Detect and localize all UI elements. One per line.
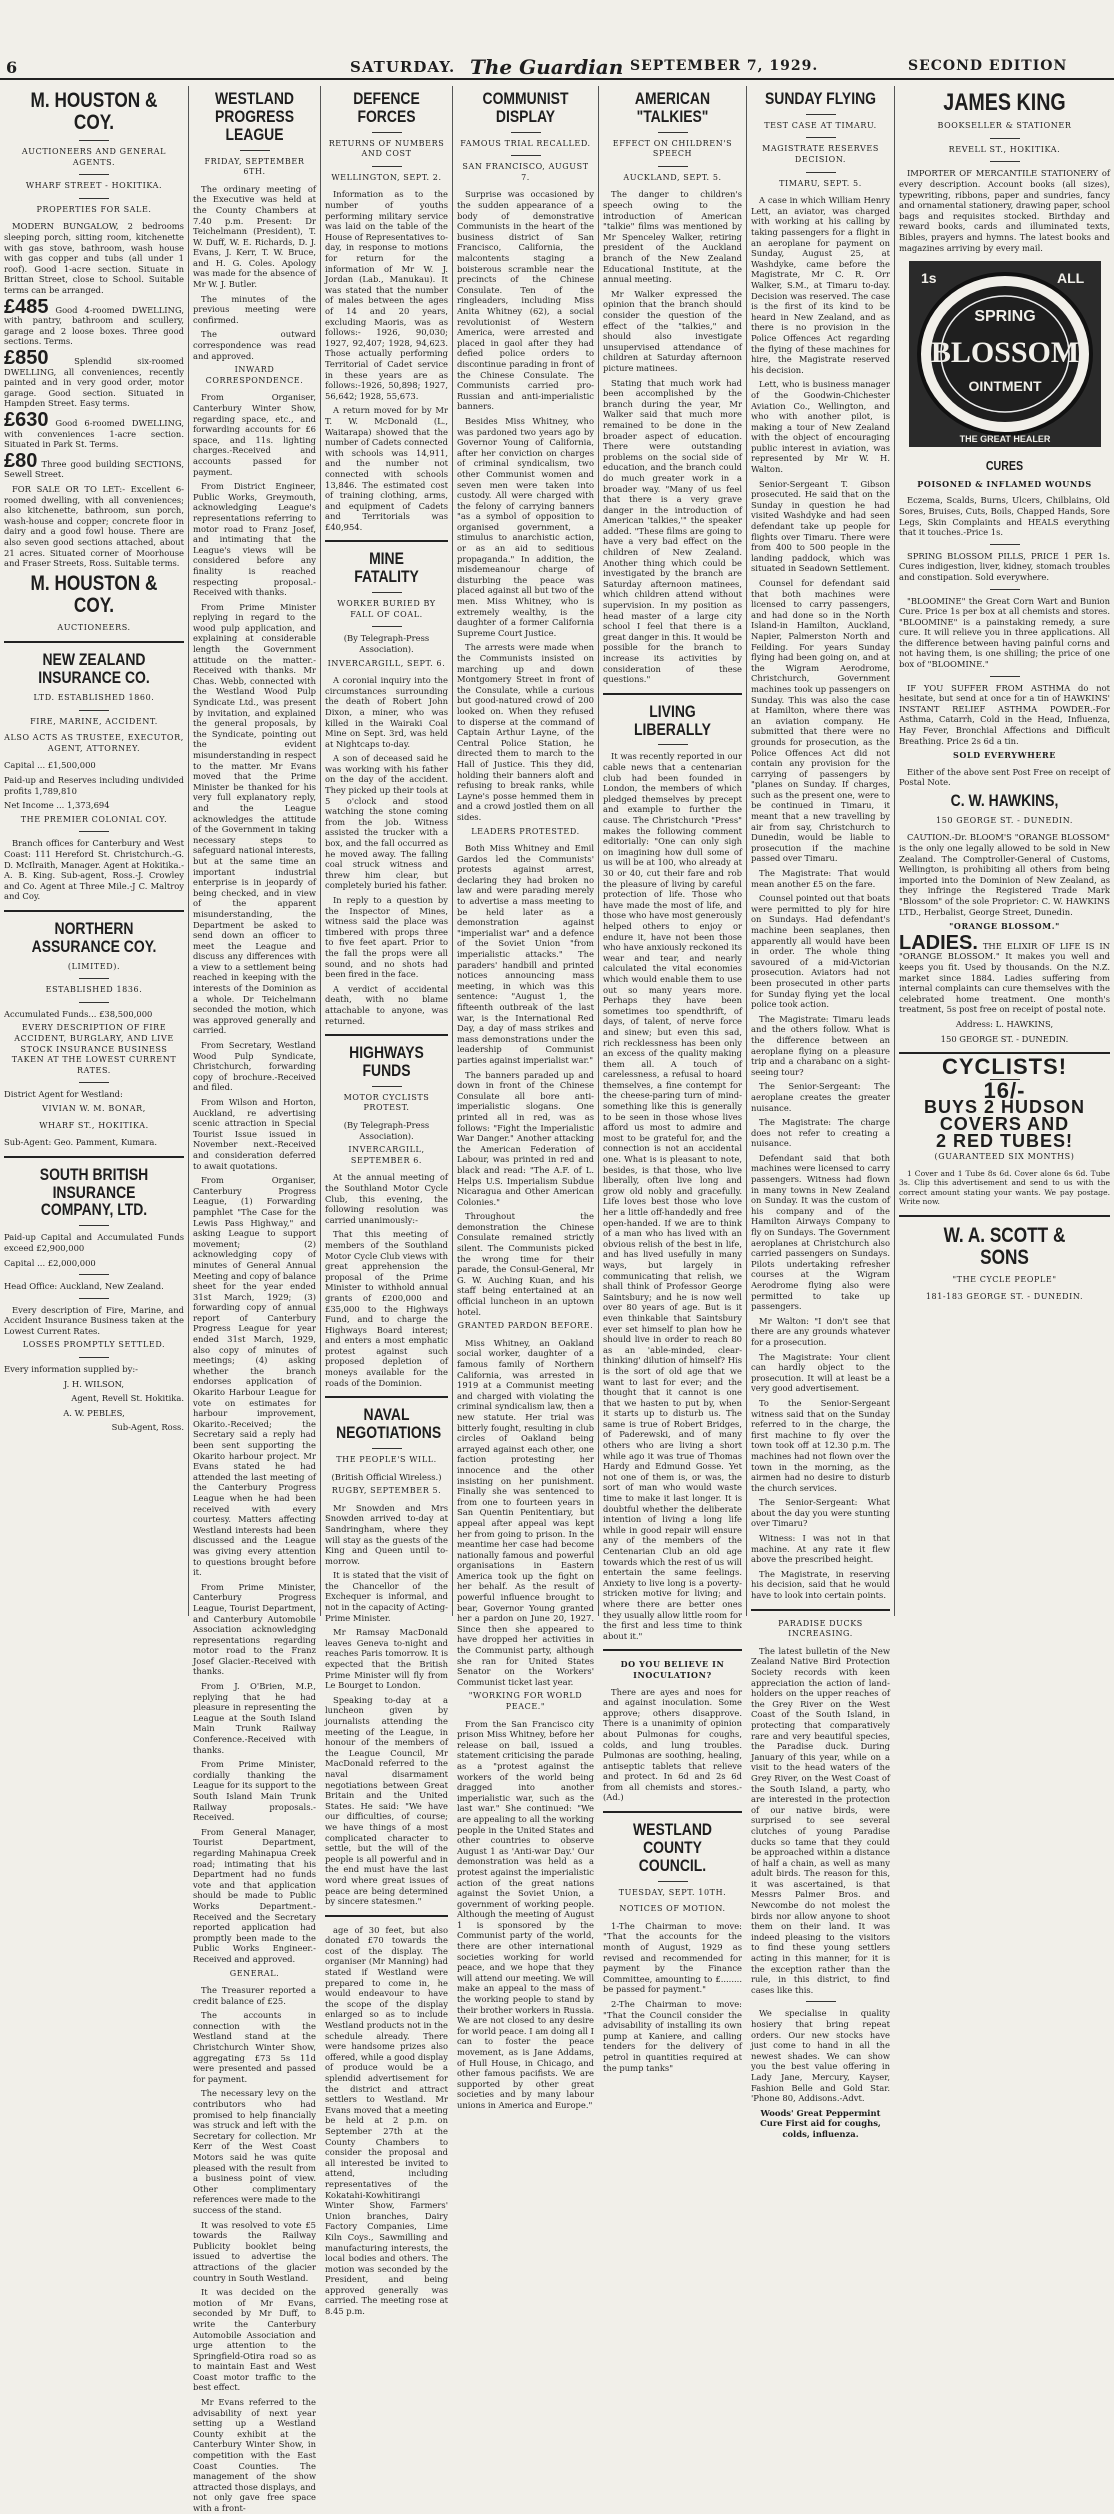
paragraph: It was decided on the motion of Mr Evans, seconded by Mr Duff, to write the Canterbury Automobile Association and urge attention to the Springfield-Otira road so as to maintain East and West Coast motor traffic to the best effect. bbox=[193, 2287, 316, 2393]
ad-body-pulmonas: There are ayes and noes for and against inoculation. Some approve; others disapprove. There is a unanimity of opinion about Pulmonas for coughs, colds, and lung troubles. Pulmonas are soothing, healing, antiseptic tablets that relieve and protect. In 6d and 2s 6d from all chemists and stores.-(Ad.) bbox=[603, 1686, 742, 1803]
subhead-2: MAGISTRATE RESERVES DECISION. bbox=[762, 144, 879, 165]
ad-subtitle-2: AUCTIONEERS. bbox=[57, 622, 131, 632]
paragraph: Counsel pointed out that boats were permitted to ply for hire on Sundays. Had defendant's machine been seaplanes, then apparently all would have been in order. The whole thing savoured of a mid-Victorian prosecution. Aviators had not been prosecuted in other parts for Sunday flying yet the local police took action. bbox=[751, 893, 890, 1010]
ad-cures-sub: POISONED & INFLAMED WOUNDS bbox=[917, 478, 1092, 489]
ad-body: CAUTION.-Dr. BLOOM'S "ORANGE BLOSSOM" is the only one legally allowed to be sold in New Zealand. The Comptroller-General of Customs, Wellington, is prohibiting all others from being imported into the Dominion of New Zealand, as they infringe the Registered Trade Mark "Blossom" of the sole Proprietor: C. W. HAWKINS LTD., Herbalist, George Street, Dunedin. bbox=[899, 832, 1110, 917]
ladies-head: LADIES. bbox=[899, 931, 978, 954]
ad-body: IF YOU SUFFER FROM ASTHMA do not hesitate, but send at once for a tin of HAWKINS' INSTANT RELIEF ASTHMA POWDER.-For Asthma, Catarrh, Cold in the Head, Influenza, Hay Fever, Bronchial Affections and Difficult Breathing. Price 2s 6d a tin. bbox=[899, 682, 1110, 746]
paragraph: From J. O'Brien, M.P., replying that he had pleasure in representing the League at the South Island Main Trunk Railway Conference.-Received with thanks. bbox=[193, 1681, 316, 1755]
subhead: RETURNS OF NUMBERS AND COST bbox=[328, 138, 445, 159]
paragraph: Information as to the number of youths performing military service was laid on the table of the House of Representatives to-day, in response to motions for return for the information of Mr W. J. Jordan (Lab., Manukau). It was stated that the number of males between the ages of 14 and 20 years, excluding Maoris, was as follows:- 1926, 90,030; 1927, 92,407; 1928, 94,623. Those actually performing Territorial of Cadet service in these years are as follows:-1926, 50,898; 1927, 56,642; 1928, 55,673. bbox=[325, 189, 448, 401]
subhead: WORKER BURIED BY FALL OF COAL. bbox=[337, 599, 436, 619]
paragraph: The banners paraded up and down in front of the Chinese Consulate all bore anti-imperialistic slogans. One printed all in red, was as follows: "Fight the Imperialistic War Danger." Another attacking the American Federation of Labour, was printed in red and black and read: "The A.F. of L. Helps U.S. Imperialism Subdue Nicaragua and Other American Colonies." bbox=[457, 1069, 594, 1207]
subhead: NOTICES OF MOTION. bbox=[619, 1904, 726, 1914]
seal-corner-right: ALL bbox=[1057, 270, 1085, 287]
nac-funds: Accumulated Funds... £38,500,000 bbox=[4, 1008, 153, 1019]
article-title-living: LIVING LIBERALLY bbox=[634, 701, 711, 739]
paragraph: It is stated that the visit of the Chancellor of the Exchequer is informal, and not in the capacity of Acting-Prime Minister. bbox=[325, 1570, 448, 1623]
sbi-head: Head Office: Auckland, New Zealand. bbox=[4, 1281, 164, 1292]
column-talkies bbox=[598, 86, 746, 2073]
article-title-naval: NAVAL NEGOTIATIONS bbox=[336, 1405, 442, 1443]
ad-title-james-king: JAMES KING bbox=[943, 89, 1066, 116]
sbi-capital: Capital ... £2,000,000 bbox=[4, 1257, 96, 1268]
paragraph: It was recently reported in our cable news that a centenarian club had been founded in London, the members of which pledged themselves by precept and example to further the cause. The Christchurch "Press" makes the following comment editorially: "One can only sigh on imagining how dull some of us will be at 100, who already at 30 or 40, cut their fare and rob the pleasure of living by careful protection of life. Those who have made the most of life, and those who have most generously helped others to enjoy or endure it, have not been those who have anxiously reckoned its wear and tear, and nearly calculated the vital economies which would enable them to use out so many years more. Perhaps they have been sometimes too spendthrift, of days, of talent, of nerve force and sinew; but even this sad, rich recklessness has been only an excess of the quality making them all. A touch of carelessness, a refusal to hoard themselves, a fine contempt for the cheese-paring turn of mind-something like this is generally to be seen in those whose lives afford us most to admire and most to be grateful for, and the connection is not an accidental one. What is is pleasant to note, besides, is that those, who live liberally, often live long and grow old nobly and gracefully. Life loves best those who love her a little off-handedly and free open-handed. If we are to think of a man who has lived with an obvious relish of the best in life, and has lived usefully in many ways, but largely in communicating that relish, we shall think of Professor George Saintsbury; and he is now well over 80 years of age. But is it even thinkable that Saintsbury ever set himself to plan how he should live in order to reach 80 as an 'able-minded, clear-thinking' dilution of himself? His is the sort of old age that we want to last for ever; and the thought that it cannot is one that we hasten to put by, when it starts up to disturb us. The same is true of Robert Bridges, of Paderewski, and of many others who are living a short while ago it was true of Thomas Hardy and Edmund Gosse. Yet not one of them is, or was, the sort of man who would waste time to make it last longer. It is doubtful whether the deliberate intention of living a long life while in good repair will ensure any of the members of the Centenarian Club an old age towards which the rest of us will entertain the same feelings. Anxiety to live long is a poverty-stricken motive for living; and where there are better ones they usually allow little room for the first and less time to think about it." bbox=[603, 751, 742, 1641]
nzi-paid: Paid-up and Reserves including undivided profits 1,789,810 bbox=[4, 775, 184, 796]
nac-ltd: (LIMITED). bbox=[67, 961, 121, 971]
paragraph: That this meeting of members of the Southland Motor Cycle Club views with great apprehension the proposal of the Prime Minister to withhold annual grants of £200,000 and £35,000 to the Highways Fund, and to charge the Highways Board interest; and enters a most emphatic protest against such proposed depletion of moneys available for the roads of the Dominion. bbox=[325, 1229, 448, 1388]
price-630: £630 bbox=[4, 408, 49, 431]
dateline: WELLINGTON, SEPT. 2. bbox=[331, 172, 442, 182]
subhead: THE PEOPLE'S WILL. bbox=[336, 1454, 437, 1464]
ad-head-inoculation: DO YOU BELIEVE IN INOCULATION? bbox=[620, 1659, 725, 1680]
price-485: £485 bbox=[4, 295, 49, 318]
ad-price: 16/- bbox=[983, 1077, 1026, 1103]
nac-est: ESTABLISHED 1836. bbox=[45, 985, 143, 995]
section-head: PROPERTIES FOR SALE. bbox=[36, 204, 152, 214]
paragraph: To the Senior-Sergeant witness said that on the Sunday referred to in the charge, the first machine to fly over the town took off at 12.30 p.m. The machines had not flown over the town in the morning, as the airmen had no desire to disturb the church services. bbox=[751, 1397, 890, 1493]
column-communist bbox=[452, 86, 598, 2110]
ad-cures: CURES bbox=[985, 458, 1024, 474]
ad-title-houston-2: M. HOUSTON & COY. bbox=[30, 571, 158, 617]
ointment-seal-graphic bbox=[907, 259, 1103, 449]
listing-630: £630 Good 6-roomed DWELLING, with conveniences 1-acre section. Situated in Park St. Terms. bbox=[4, 408, 184, 450]
ad-tubes: 2 RED TUBES! bbox=[935, 1130, 1073, 1151]
newspaper-name: The Guardian bbox=[470, 55, 624, 79]
nzi-fire: FIRE, MARINE, ACCIDENT. bbox=[30, 716, 158, 726]
masthead bbox=[0, 0, 1114, 80]
paragraph: From Organiser, Canterbury Winter Show, regarding space, etc., and forwarding accounts for £6 space, and 11s. lighting charges.-Received and accounts passed for payment. bbox=[193, 392, 316, 477]
ad-body: Eczema, Scalds, Burns, Ulcers, Chilblains, Old Sores, Bruises, Cuts, Boils, Chapped Hands, Sore Legs, Skin Complaints and HEALS everything that it touches.-Price 1s. bbox=[899, 495, 1110, 538]
paragraph: Miss Whitney, an Oakland social worker, daughter of a famous family of Northern California, was arrested in 1919 at a Communist meeting and charged with violating the criminal syndicalism law, then a new statute. Her trial was bitterly fought, resulting in club circles of Oakland being arrayed against each other, one faction protesting her innocence and the other insisting on her punishment. Finally she was sentenced to from one to fourteen years in San Quentin Penitentiary, but appeal after appeal was kept her from going to prison. In the meantime her case had become nationally famous and powerful organisations in Eastern America took up the fight on her behalf. As the result of powerful influence brought to bear, Governor Young granted her a pardon on June 20, 1927. Since then she appeared to have dropped her activities in the Communist party, although she ran for United States Senator on the Workers' Communist ticket last year. bbox=[457, 1337, 594, 1687]
paragraph: The Magistrate: The charge does not refer to creating a nuisance. bbox=[751, 1117, 890, 1149]
dateline: FRIDAY, SEPTEMBER 6TH. bbox=[204, 156, 305, 177]
ad-body: Either of the above sent Post Free on receipt of Postal Note. bbox=[899, 766, 1110, 788]
ad-body: "BLOOMINE" the Great Corn Wart and Bunion Cure. Price 1s per box at all chemists and stores. "BLOOMINE" is a painstaking remedy, a sure cure. It will relieve you in three applications. All the difference between having painful corns and not having them, is one shilling; the price of one box of "BLOOMINE." bbox=[899, 595, 1110, 670]
paragraph: The Magistrate: That would mean another £5 on the fare. bbox=[751, 868, 890, 889]
paragraph: The Magistrate: Your client can hardly object to the prosecution. It will at least be a very good advertisement. bbox=[751, 1351, 890, 1394]
paragraph: 1-The Chairman to move: "That the accounts for the month of August, 1929 as revised and recommended for payment by the Finance Committee, amounting to £........ be passed for payment." bbox=[603, 1920, 742, 1995]
paragraph: The outward correspondence was read and approved. bbox=[193, 329, 316, 361]
ad-orange-blossom: "ORANGE BLOSSOM." bbox=[949, 921, 1060, 932]
paragraph: In reply to a question by the Inspector of Mines, witness said the place was timbered with props three to five feet apart. Prior to the fall the props were all sound, and no shots had been fired in the face. bbox=[325, 895, 448, 980]
paragraph: From Wilson and Horton, Auckland, re advertising scenic attraction in Special Tourist Issue issued in November next.-Received and consideration deferred to await quotations. bbox=[193, 1097, 316, 1171]
paragraph: Witness: I was not in that machine. At any rate it flew above the prescribed height. bbox=[751, 1533, 890, 1565]
paragraph: Stating that much work had been accomplished by the branch during the year, Mr Walker said that much more remained to be done in the broader aspect of education. There were outstanding problems on the social side of education, and the branch could do much greater work in a broader way. "Many of us feel that there is a very grave danger in the introduction of American 'talkies,'" the speaker added. "These films are going to have a very bad effect on the children of New Zealand. Another thing which could be investigated by the branch are Saturday afternoon matinees, which children attend without supervision. In my position as head master of a large city school I feel that there is a great danger in this. It would be possible for the branch to increase its activities by consideration of these questions." bbox=[603, 377, 742, 685]
listing-bungalow: MODERN BUNGALOW, 2 bedrooms sleeping porch, sitting room, kitchenette with gas stove, bathroom, wash house with gas copper and tubs (all under 1 roof). Good 1-acre section. Situate in Brittan Street, close to School. Suitable terms can be arranged. bbox=[4, 221, 184, 296]
nzi-capital: Capital ... £1,500,000 bbox=[4, 760, 96, 771]
paragraph: Counsel for defendant said that both machines were licensed to carry passengers, and had done so in the North Island-in Hamilton, Auckland, Napier, Palmerston North and Feilding. For years Sunday flying had been going on, and at the Wigram Aerodrome, Christchurch, Government machines took up passengers on Sunday. This was also the case at Hamilton, where there was an aviation company. He submitted that there were no grounds for prosecution, as the Police Offences Act did not contain any provision for the carrying of passengers by "planes on Sunday. If charges, such as the present one, were to be continued in Timaru, it meant that a new travelling by air from say, Christchurch to Dunedin, would be liable to prosecution if the machine passed over Timaru. bbox=[751, 578, 890, 864]
paragraph: Mr Ramsay MacDonald leaves Geneva to-night and reaches Paris tomorrow. It is expected that the British Prime Minister will fly from Le Bourget to London. bbox=[325, 1627, 448, 1691]
paragraph: A case in which William Henry Lett, an aviator, was charged with working at his calling by taking passengers for a flight in an aeroplane for payment on Sunday, August 25, at Washdyke, came before the Magistrate, Mr C. R. Orr Walker, S.M., at Timaru to-day. Decision was reserved. The case is the first of its kind to be heard in New Zealand, and as there is no provision in the Police Offences Act regarding the flying of these machines for hire, the Magistrate reserved his decision. bbox=[751, 195, 890, 375]
sbi-losses: LOSSES PROMPTLY SETTLED. bbox=[22, 1340, 166, 1350]
paragraph: Besides Miss Whitney, who was pardoned two years ago by Governor Young of California, after her conviction on charges of criminal syndicalism, two other Communist women and seven men were taken into custody. All were charged with the felony of carrying banners "as a symbol of opposition to organised government, a stimulus to anarchistic action, or as an aid to seditious propaganda." In addition, the misdemeanour charge of disturbing the peace was placed against all but two of the men. Miss Whitney, who is extremely wealthy, is the daughter of a former California Supreme Court Justice. bbox=[457, 415, 595, 638]
paragraph: From Secretary, Westland Wood Pulp Syndicate, Christchurch, forwarding copy of brochure.-Received and filed. bbox=[193, 1040, 316, 1093]
article-title-county-council: WESTLAND COUNTY COUNCIL. bbox=[632, 1820, 712, 1875]
masthead-date: SEPTEMBER 7, 1929. bbox=[630, 58, 819, 74]
article-title-sunday-flying: SUNDAY FLYING bbox=[764, 89, 877, 108]
ad-ladies: LADIES. THE ELIXIR OF LIFE IS IN "ORANGE BLOSSOM." It makes you well and keeps you fit. Used by thousands. On the N.Z. market since 1884. Ladies suffering from internal complaints can cure themselves with the celebrated home treatment. One month's treatment, 5s post free on receipt of postal note. bbox=[899, 931, 1110, 1015]
ad-subtitle: BOOKSELLER & STATIONER bbox=[937, 121, 1072, 131]
seal-corner-left: 1s bbox=[921, 270, 937, 287]
paragraph: A return moved for by Mr T. W. McDonald (L., Waitarapa) showed that the number of Cadets connected with schools was 14,911, and the number not connected with schools 13,846. The estimated cost of training clothing, arms, and equipment of Cadets and Territorials was £40,954. bbox=[325, 405, 448, 532]
seal-text-top: SPRING bbox=[974, 308, 1036, 326]
ad-address: 150 GEORGE ST. - DUNEDIN. bbox=[936, 815, 1073, 825]
dateline: TIMARU, SEPT. 5. bbox=[779, 178, 862, 188]
paragraph: Lett, who is business manager of the Goodwin-Chichester Aviation Co., Wellington, and who with another pilot, is making a tour of New Zealand with the object of encouraging public interest in aviation, was represented by Mr W. H. Walton. bbox=[751, 379, 890, 475]
ad-woods-peppermint: Woods' Great Peppermint Cure First aid for coughs, colds, influenza. bbox=[760, 2107, 881, 2139]
byline: (By Telegraph-Press Association). bbox=[343, 1120, 430, 1141]
subhead: PARADISE DUCKS INCREASING. bbox=[778, 1618, 863, 1639]
dateline: AUCKLAND, SEPT. 5. bbox=[623, 172, 722, 182]
paragraph: 2-The Chairman to move: "That the Council consider the advisability of installing its own pump at Kaniere, and calling tenders for the delivery of petrol in quantities required at the pump tanks" bbox=[603, 1998, 742, 2073]
paragraph: From Prime Minister, cordially thanking the League for its support to the South Island Main Trunk Railway proposals.-Received. bbox=[193, 1759, 316, 1823]
paragraph: From Prime Minister replying in regard to the wood pulp application, and explaining at considerable length the Government attitude on the matter.-Received with thanks. Mr Chas. Webb, connected with the Westland Wood Pulp Syndicate Ltd., was present by invitation, and explained the general proposals, by the Syndicate, pointing out the evident misunderstanding in respect to the matter. Mr Evans moved that the Prime Minister be thanked for his very full explanatory reply, and the League acknowledges the attitude of the Government in taking necessary steps to safeguard national interests, but at the same time an important industrial enterprise is in jeopardy of being checked, and in view of the apparent misunderstanding, the Department be asked to send down an officer to meet the League and discuss any differences with a view to a settlement being reached in keeping with the interests of the Dominion as a whole. Dr Teichelmann seconded the motion, which was approved generally and carried. bbox=[193, 601, 316, 1036]
article-title-communist: COMMUNIST DISPLAY bbox=[482, 89, 569, 126]
dateline: TUESDAY, SEPT. 10TH. bbox=[618, 1887, 727, 1897]
paragraph: From General Manager, Tourist Department, regarding Mahinapua Creek road; intimating that his Department had no funds vote and that application should be made to Public Works Department.-Received and the Secretary reported application had promptly been made to the Public Works Engineer.-Received and approved. bbox=[193, 1826, 316, 1964]
paragraph: Defendant said that both machines were licensed to carry passengers. Witness had flown in many towns in New Zealand on Sunday. It was the custom of his company and of the Hamilton Airways Company to fly on Sundays. The Government aeroplanes at Christchurch also carried passengers on Sundays. Pilots undertaking refresher courses at the Wigram Aerodrome flying also were permitted to take up passengers. bbox=[751, 1152, 890, 1312]
ad-subtitle: "THE CYCLE PEOPLE" bbox=[952, 1275, 1057, 1285]
subhead: LEADERS PROTESTED. bbox=[471, 826, 580, 836]
ad-address: WHARF STREET - HOKITIKA. bbox=[25, 181, 163, 191]
paragraph: The Magistrate: Timaru leads and the others follow. What is the difference between an aeroplane flying on a pleasure trip and a charabanc on a sight-seeing tour? bbox=[751, 1013, 890, 1077]
ad-title-nz-insurance: NEW ZEALAND INSURANCE CO. bbox=[38, 650, 150, 688]
paragraph: A coronial inquiry into the circumstances surrounding the death of Robert John Dixon, a miner, who was killed in the Wairaki Coal Mine on Sept. 3rd, was held at Nightcaps to-day. bbox=[325, 675, 448, 749]
paragraph: Both Miss Whitney and Emil Gardos led the Communists' protests against arrest, declaring they had broken no law and were parading merely to advertise a mass meeting to be held later as a demonstration against "imperialist war" and a defence of the Soviet Union "from imperialistic attacks." The paraders' handbill and printed notices announcing mass meeting, in which was this sentence: "August 1, the fifteenth outbreak of the last war, is the International Red Day, a day of mass strikes and mass demonstrations under the leadership of Communist parties against imperialist war." bbox=[457, 843, 594, 1065]
paragraph: The latest bulletin of the New Zealand Native Bird Protection Society records with keen appreciation the action of land-holders on the upper reaches of the Grey River on the West Coast of the South Island, in protecting that comparatively rare and very beautiful species, the Paradise duck. During January of this year, while on a visit to the head waters of the Grey River, on the West Coast of the South Island, a party, who are interested in the protection of our native birds, were surprised to see several clutches of young Paradise ducks so tame that they could be approached within a distance of half a chain, as well as many adult birds. The reason for this, it was ascertained, is that Messrs Palmer Bros. and Newcombe do not molest the birds nor allow anyone to shoot them on their land. It was indeed pleasing to the visitors to find these young settlers acting in this manner, for it is the exception rather than the rule, in this district, to find cases like this. bbox=[751, 1645, 890, 1995]
paragraph: From District Engineer, Public Works, Greymouth, acknowledging League's representations referring to motor road to Franz Josef, and intimating that the League's views will be considered before any finality is reached respecting proposal.-Received with thanks. bbox=[193, 481, 316, 598]
subhead: TEST CASE AT TIMARU. bbox=[764, 120, 877, 130]
sbi-paid: Paid-up Capital and Accumulated Funds exceed £2,900,000 bbox=[4, 1232, 184, 1253]
dateline: INVERCARGILL, SEPTEMBER 6. bbox=[348, 1145, 425, 1165]
seal-text-bottom: OINTMENT bbox=[968, 378, 1042, 395]
subhead: "WORKING FOR WORLD PEACE." bbox=[468, 1691, 583, 1711]
ad-address: REVELL ST., HOKITIKA. bbox=[948, 144, 1061, 154]
column-sunday-flying bbox=[746, 86, 894, 2139]
masthead-day: SATURDAY. bbox=[350, 58, 456, 76]
subhead: FAMOUS TRIAL RECALLED. bbox=[460, 138, 591, 148]
column-defence bbox=[320, 86, 452, 2317]
nac-every: EVERY DESCRIPTION OF FIRE ACCIDENT, BURGLARY, AND LIVE STOCK INSURANCE BUSINESS TAKEN AT THE LOWEST CURRENT RATES. bbox=[11, 1023, 177, 1075]
paragraph-continued: age of 30 feet, but also donated £70 towards the cost of the display. The organiser (Mr Manning) had stated if Westland were prepared to come in, he would endeavour to have the scope of the display enlarged so as to include Westland products not in the schedule already. There were handsome prizes also offered, while a good display of produce would be a splendid advertisement for the district and attract settlers to Westland. Mr Evans moved that a meeting be held at 2 p.m. on September 27th at the County Chambers to consider the proposal and all interested be invited to attend, including representatives of the Kokatahi-Kowhitirangi Winter Show, Farmers' Union branches, Dairy Factory Companies, Lime Kiln Coys., Sawmilling and manufacturing interests, the local bodies and others. The motion was seconded by the President, and being approved generally was carried. The meeting rose at 8.45 p.m. bbox=[325, 1924, 448, 2317]
nac-wharf: WHARF ST., HOKITIKA. bbox=[39, 1120, 149, 1130]
listing-80: £80 Three good building SECTIONS, Sewell Street. bbox=[4, 449, 184, 480]
paragraph: Throughout the demonstration the Chinese Consulate remained strictly silent. The Communists picked the wrong time for their parade, the Consul-General, Mr G. W. Auching Kuan, and his staff being entertained at an official luncheon in an uptown hotel. bbox=[457, 1211, 594, 1317]
ad-covers: COVERS AND bbox=[939, 1113, 1070, 1134]
ad-title-houston: M. HOUSTON & COY. bbox=[30, 89, 158, 135]
subhead: GENERAL. bbox=[229, 1968, 280, 1978]
paragraph: The danger to children's speech owing to the introduction of American "talkie" films was mentioned by Mr Spenceley Walker, retiring president of the Auckland branch of the New Zealand Educational Institute, at the annual meeting. bbox=[603, 189, 742, 285]
nzi-branch: Branch offices for Canterbury and West Coast: 111 Hereford St. Christchurch.-G. D. McIlraith, Manager. Agent at Hokitika.-A. B. King. Sub-agent, Ross.-J. Crowley and Co. Agent at Three Mile.-J C. Maltroy and Coy. bbox=[4, 838, 184, 902]
page-number: 6 bbox=[6, 58, 18, 77]
sbi-every: Every description of Fire, Marine, and Accident Insurance Business taken at the Lowest Current Rates. bbox=[4, 1304, 184, 1336]
nzi-acts: ALSO ACTS AS TRUSTEE, EXECUTOR, AGENT, ATTORNEY. bbox=[4, 733, 184, 753]
dateline: SAN FRANCISCO, AUGUST 7. bbox=[462, 162, 589, 182]
paragraph: A son of deceased said he was working with his father on the day of the accident. They picked up their tools at 5 o'clock and stood watching the stone coming from the job. Witness assisted the trucker with a box, and the fall occurred as he moved away. The falling coal struck witness and threw him clear, but completely buried his father. bbox=[325, 753, 448, 891]
ad-title-south-british: SOUTH BRITISH INSURANCE COMPANY, LTD. bbox=[39, 1164, 149, 1220]
ad-title-scott: W. A. SCOTT & SONS bbox=[943, 1224, 1066, 1270]
spring-blossom-ointment-seal bbox=[907, 259, 1102, 449]
ad-buys: BUYS 2 HUDSON bbox=[923, 1097, 1086, 1118]
paragraph: From the San Francisco city prison Miss Whitney, before her release on bail, issued a statement criticising the parade as a "protest against the workers of the world being dragged into another imperialistic war, such as the last war." She continued: "We are appealing to all the working people in the United States and other countries to observe August 1 as 'Anti-war Day.' Our demonstration was held as a protest against the imperialistic action of the great nations against the Soviet Union, a government of working people. Although the meeting of August 1 is sponsored by the Communist party of the world, there are other international societies working for world peace, and we hope that they will attend our meeting. We will make an appeal to the mass of the working people to stand by their brother workers in Russia. We are not closed to any desire for world peace. I am doing all I can to foster the peace movement, as is Jane Addams, of Hull House, in Chicago, and other famous pacifists. We are supported by other great societies and by many labour unions in America and Europe." bbox=[457, 1718, 594, 2110]
sbi-wilson: J. H. WILSON, bbox=[63, 1378, 125, 1389]
ad-guarantee: (GUARANTEED SIX MONTHS) bbox=[934, 1152, 1075, 1162]
ad-address-line-2: 150 GEORGE ST. - DUNEDIN. bbox=[940, 1033, 1069, 1044]
paragraph: Surprise was occasioned by the sudden appearance of a body of demonstrative Communists in the heart of the business district of San Francisco, California, the malcontents staging a boisterous scramble near the precincts of the Chinese Consulate. Ten of the ringleaders, including Miss Anita Whitney (62), a social revolutionist of Western America, were arrested and placed in gaol after they had defied police orders to discontinue parading in front of the Chinese Consulate. The Communists carried pro-Russian and anti-imperialistic banners. bbox=[457, 189, 594, 412]
paragraph: Mr Evans referred to the advisability of next year setting up a Westland County exhibit at the Canterbury Winter Show, in competition with the East Coast Counties. The management of the show attracted those displays, and not only gave free space with a front- bbox=[193, 2397, 316, 2513]
seal-banner: THE GREAT HEALER bbox=[959, 434, 1051, 445]
paragraph: The Treasurer reported a credit balance of £25. bbox=[193, 1985, 316, 2006]
price-850: £850 bbox=[4, 347, 49, 369]
paragraph: From Prime Minister, Canterbury Progress League, Tourist Department, and Canterbury Automobile Association acknowledging representations regarding motor road to the Franz Josef Glacier.-Received with thanks. bbox=[193, 1581, 316, 1677]
nzi-premier: THE PREMIER COLONIAL COY. bbox=[20, 814, 168, 824]
paragraph: A verdict of accidental death, with no blame attachable to anyone, was returned. bbox=[325, 983, 448, 1026]
listing-485: £485 Good 4-roomed DWELLING, with pantry, bathroom and scullery, garage and 2 loose boxes. Three good sections. Terms. bbox=[4, 295, 184, 347]
byline: (British Official Wireless.) bbox=[331, 1471, 442, 1482]
sbi-info: Every information supplied by:- bbox=[4, 1364, 138, 1375]
column-advertisements-right bbox=[894, 86, 1114, 1616]
ad-body: SPRING BLOSSOM PILLS, PRICE 1 PER 1s. Cures indigestion, liver, kidney, stomach troubles and constipation. Sold everywhere. bbox=[899, 550, 1110, 582]
paragraph: The arrests were made when the Communists insisted on marching up and down Montgomery Street in front of the Consulate, while a curious but good-natured crowd of 200 looked on. When they refused to disperse at the command of Captain Arthur Layne, of the Central Police Station, he directed them to march to the Hall of Justice. This they did, holding their banners aloft and refusing to break ranks, while Layne's posse hemmed them in and a crowd jostled them on all sides. bbox=[457, 642, 594, 822]
paragraph: The necessary levy on the contributors who had promised to help financially was struck and left with the Secretary for collection. Mr Kerr of the West Coast Motors said he was quite pleased with the result from a business point of view. Other complimentary references were made to the success of the stand. bbox=[193, 2088, 316, 2215]
ad-address-line: Address: L. HAWKINS, bbox=[955, 1018, 1054, 1029]
ad-hosiery: We specialise in quality hosiery that bring repeat orders. Our new stocks have just come to hand in all the newest shades. We can show you the best value offering in Lady Jane, Mercury, Kayser, Fashion Belle and Gold Star. 'Phone 80, Addisons.-Advt. bbox=[751, 2008, 890, 2104]
edition-label: SECOND EDITION bbox=[908, 58, 1068, 74]
ad-coupon: 1 Cover and 1 Tube 8s 6d. Cover alone 6s 6d. Tube 3s. Clip this advertisement and send to us with the correct amount stating your wants. We pay postage. Write now. bbox=[899, 1168, 1110, 1207]
price-80: £80 bbox=[4, 449, 38, 472]
column-progress-league bbox=[188, 86, 320, 2513]
paragraph: The ordinary meeting of the Executive was held at the County Chambers at 7.40 p.m. Present: Dr Teichelmann (President), T. W. Duff, W. E. Richards, D. J. Evans, J. Kerr, T. W. Bruce, and H. G. Coles. Apology was made for the absence of Mr W. J. Butler. bbox=[193, 183, 316, 290]
article-title-highways: HIGHWAYS FUNDS bbox=[349, 1043, 424, 1080]
column-advertisements-left bbox=[0, 86, 188, 1616]
paragraph: At the annual meeting of the Southland Motor Cycle Club, this evening, the following resolution was carried unanimously:- bbox=[325, 1172, 448, 1225]
nzi-established: LTD. ESTABLISHED 1860. bbox=[33, 693, 155, 703]
article-title-talkies: AMERICAN "TALKIES" bbox=[634, 89, 711, 126]
ad-sold: SOLD EVERYWHERE bbox=[953, 750, 1056, 761]
nac-vivian: VIVIAN W. M. BONAR, bbox=[42, 1104, 146, 1113]
paragraph: It was resolved to vote £5 towards the Railway Publicity booklet being issued to advertise the attractions of the glacier country in South Westland. bbox=[193, 2219, 316, 2283]
ad-cyclists: CYCLISTS! bbox=[941, 1054, 1068, 1080]
ad-title-northern: NORTHERN ASSURANCE COY. bbox=[31, 918, 157, 956]
ad-subtitle: AUCTIONEERS AND GENERAL AGENTS. bbox=[21, 147, 167, 167]
paragraph: The Magistrate, in reserving his decision, said that he would have to look into certain points. bbox=[751, 1568, 890, 1601]
nac-district: District Agent for Westland: bbox=[4, 1089, 123, 1100]
article-title-mine: MINE FATALITY bbox=[354, 549, 419, 587]
listing-to-let: FOR SALE OR TO LET:- Excellent 6-roomed dwelling, with all conveniences; also kitchenette, bathroom, sun porch, wash-house and copper; concrete floor in dairy and a good fowl house. There are also seven good sections attached, about 21 acres. Situated corner of Moorhouse and Fraser Streets, Ross. Suitable terms. bbox=[4, 483, 184, 569]
article-title-progress-league: WESTLAND PROGRESS LEAGUE bbox=[214, 89, 295, 144]
paragraph: Mr Walker expressed the opinion that the branch should consider the question of the effect of the "talkies," and should also investigate unsupervised attendance of children at Saturday afternoon picture matinees. bbox=[603, 288, 742, 373]
paragraph: The minutes of the previous meeting were confirmed. bbox=[193, 293, 316, 325]
paragraph: The accounts in connection with the Westland stand at the Christchurch Winter Show, aggregating £73 5s 11d were presented and passed for payment. bbox=[193, 2010, 316, 2084]
seal-text-mid: BLOSSOM bbox=[930, 336, 1080, 370]
subhead: MOTOR CYCLISTS PROTEST. bbox=[343, 1092, 430, 1113]
subhead: INWARD CORRESPONDENCE. bbox=[205, 365, 304, 385]
article-title-defence: DEFENCE FORCES bbox=[353, 89, 420, 126]
paragraph: Senior-Sergeant T. Gibson prosecuted. He said that on the Sunday in question he had visited Washdyke and had seen defendant take up people for flights over Timaru. There were from 400 to 500 people in the landing paddock, which was situated in Seadown Settlement. bbox=[751, 478, 890, 574]
dateline: RUGBY, SEPTEMBER 5. bbox=[331, 1486, 442, 1496]
listing-850: £850 Splendid six-roomed DWELLING, all conveniences, recently painted and in very good order, motor garage. Good section. Situated in Hampden Street. Easy terms. bbox=[4, 347, 184, 409]
sbi-pebles: A. W. PEBLES, bbox=[63, 1407, 125, 1418]
paragraph: Speaking to-day at a luncheon given by journalists attending the meeting of the League, in honour of the members of the League Council, Mr MacDonald referred to the naval disarmament negotiations between Great Britain and the United States. He said: "We have our difficulties, of course; we have things of a most complicated character to settle, but the will of the people is all powerful and in the end must have the last word where great issues of peace are being determined by sincere statesmen." bbox=[325, 1694, 448, 1907]
dateline: INVERCARGILL, SEPT. 6. bbox=[327, 658, 446, 668]
nzi-net: Net Income ... 1,373,694 bbox=[4, 800, 110, 811]
byline: (By Telegraph-Press Association). bbox=[343, 633, 430, 654]
ad-body: IMPORTER OF MERCANTILE STATIONERY of every description. Account books (all sizes), typewriting, ribbons, paper and sundries, fancy and ornamental stationery, drawing paper, school bags and requisites stocked. Birthday and reward books, cards and illuminated texts, Bibles, prayers and hymns. The latest books and magazines arriving by every mail. bbox=[899, 168, 1110, 253]
sbi-wilson-2: Agent, Revell St. Hokitika. bbox=[71, 1393, 184, 1404]
subhead: EFFECT ON CHILDREN'S SPEECH bbox=[612, 138, 733, 159]
subhead: GRANTED PARDON BEFORE. bbox=[457, 1321, 594, 1331]
paragraph: The Senior-Sergeant: What about the day you were stunting over Timaru? bbox=[751, 1497, 890, 1529]
ad-title-hawkins: C. W. HAWKINS, bbox=[950, 791, 1059, 811]
paragraph: Mr Snowden and Mrs Snowden arrived to-day at Sandringham, where they will stay as the guests of the King and Queen until to-morrow. bbox=[325, 1502, 448, 1566]
sbi-pebles-2: Sub-Agent, Ross. bbox=[111, 1422, 184, 1433]
paragraph: The Senior-Sergeant: The aeroplane creates the greater nuisance. bbox=[751, 1081, 890, 1113]
paragraph: From Organiser, Canterbury Progress League, (1) Forwarding pamphlet "The Case for the Lewis Pass Highway," and asking League to support movement; (2) acknowledging copy of minutes of General Annual Meeting and copy of balance sheet for the year ended 31st March, 1929; (3) forwarding copy of annual report of Canterbury Progress League for year ended 31st March, 1929, also copy of minutes of meetings; (4) asking whether the branch endorses application of Okarito Harbour League for vote on estimates for harbour improvement, Okarito.-Received; the Secretary said a reply had been sent supporting the Okarito harbour project. Mr Evans stated he had attended the last meeting of the Canterbury Progress League when he had been received with every courtesy. Matters affecting Westland interests had been discussed and the League was giving every attention to questions brought before it. bbox=[193, 1175, 316, 1578]
nac-sub: Sub-Agent: Geo. Pamment, Kumara. bbox=[4, 1137, 158, 1148]
paragraph: Mr Walton: "I don't see that there are any grounds whatever for a prosecution. bbox=[751, 1315, 890, 1347]
ad-address: 181-183 GEORGE ST. - DUNEDIN. bbox=[925, 1291, 1084, 1301]
